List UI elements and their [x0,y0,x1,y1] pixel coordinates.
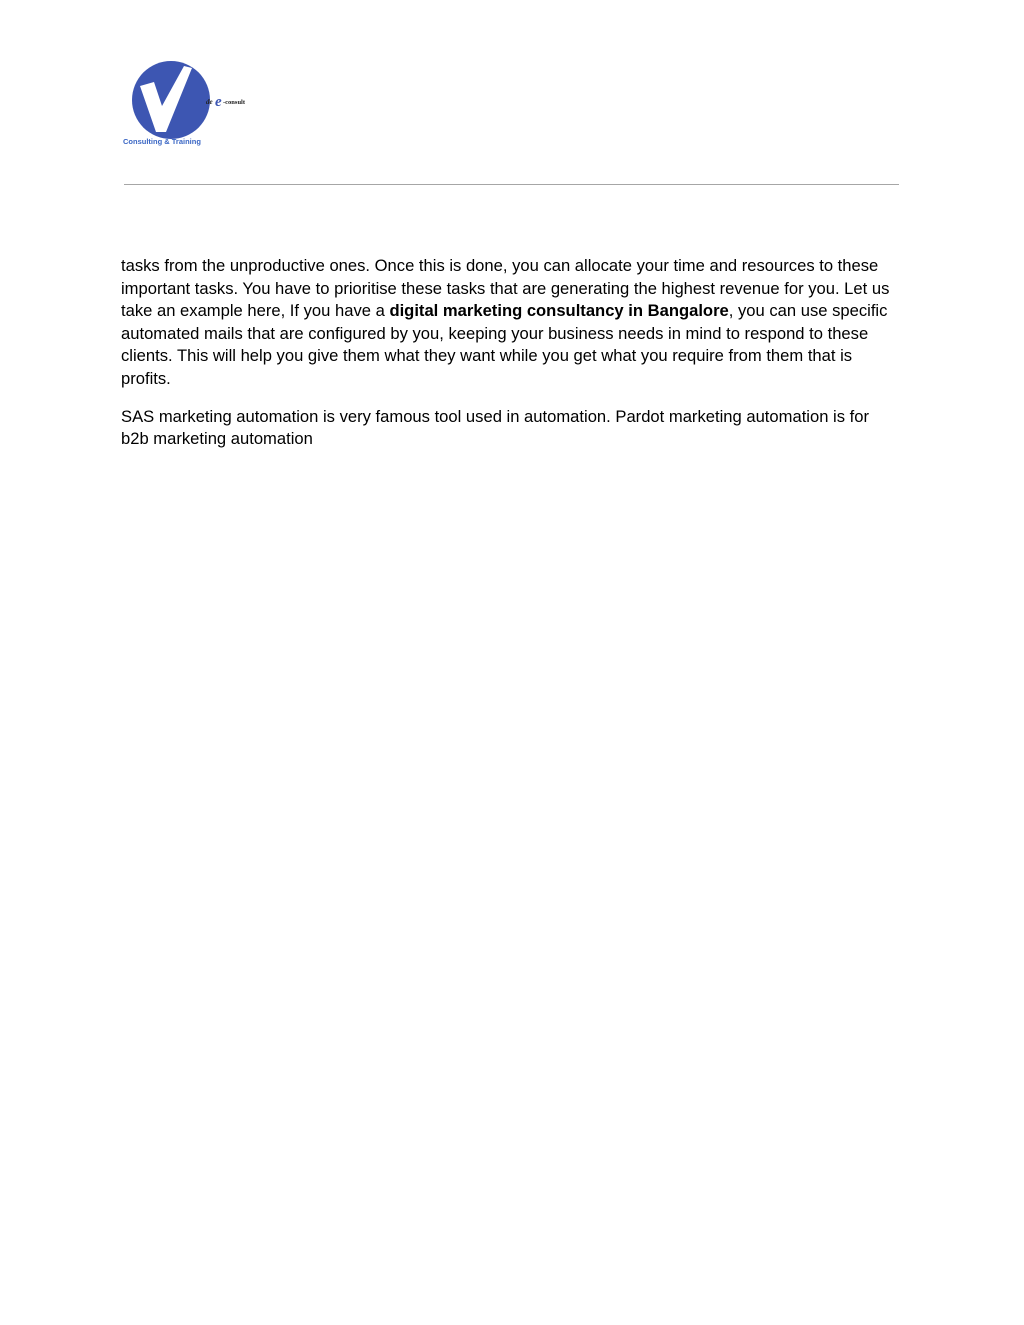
logo-emblem [120,60,246,140]
logo-brand-suffix: -consult [223,99,246,106]
paragraph-1-bold-link-text: digital marketing consultancy in Bangalore [389,301,729,321]
paragraph-1 [121,255,901,391]
paragraph-1-text-after: , you can use specific automated mails that are configured by you, keeping your business needs in mind to respond to these clients. This will help you give them what they want while you get what you require from them that is profits. [121,301,888,388]
document-body [121,255,901,466]
header-divider [124,184,899,185]
company-logo [120,60,246,152]
paragraph-1-text-before: tasks from the unproductive ones. Once this is done, you can allocate your time and resources to these important tasks. You have to prioritise these tasks that are generating the highest revenue for you. Let us take an example here, If you have a [121,256,890,321]
logo-tagline: Consulting & Training [123,137,201,146]
logo-brand-prefix: de [206,98,213,106]
paragraph-2: SAS marketing automation is very famous tool used in automation. Pardot marketing automation is for b2b marketing automation [121,406,870,449]
logo-brand-e: e [215,94,222,110]
